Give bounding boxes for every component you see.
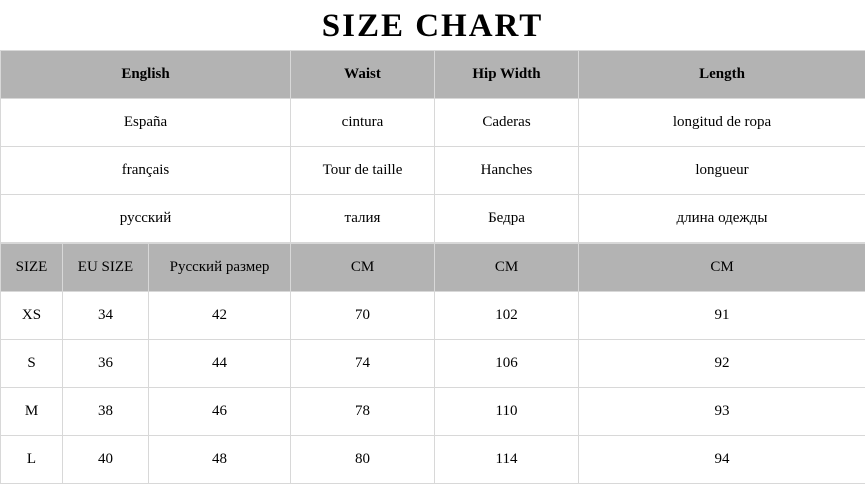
cell-waist: 78 — [291, 388, 435, 436]
column-header-waist-unit: CM — [291, 244, 435, 292]
lang-length-francais: longueur — [579, 147, 865, 195]
cell-eu: 40 — [63, 436, 149, 484]
cell-eu: 34 — [63, 292, 149, 340]
lang-length-espana: longitud de ropa — [579, 99, 865, 147]
lang-hip-francais: Hanches — [435, 147, 579, 195]
cell-eu: 38 — [63, 388, 149, 436]
cell-ru: 44 — [149, 340, 291, 388]
lang-waist-espana: cintura — [291, 99, 435, 147]
column-header-length-unit: CM — [579, 244, 865, 292]
table-header-row — [1, 244, 865, 292]
cell-hip: 102 — [435, 292, 579, 340]
cell-length: 91 — [579, 292, 865, 340]
table-row-russian — [1, 195, 865, 243]
lang-length-russian: длина одежды — [579, 195, 865, 243]
cell-waist: 70 — [291, 292, 435, 340]
cell-size: M — [1, 388, 63, 436]
cell-hip: 110 — [435, 388, 579, 436]
size-chart-table — [0, 50, 865, 243]
cell-hip: 114 — [435, 436, 579, 484]
lang-label-francais: français — [1, 147, 291, 195]
cell-size: S — [1, 340, 63, 388]
page-title: SIZE CHART — [321, 8, 544, 44]
lang-waist-russian: талия — [291, 195, 435, 243]
table-row — [1, 388, 865, 436]
lang-hip-russian: Бедра — [435, 195, 579, 243]
table-row-english — [1, 51, 865, 99]
lang-hip-english: Hip Width — [435, 51, 579, 99]
table-row — [1, 292, 865, 340]
cell-waist: 74 — [291, 340, 435, 388]
cell-ru: 46 — [149, 388, 291, 436]
lang-label-english: English — [1, 51, 291, 99]
cell-eu: 36 — [63, 340, 149, 388]
lang-label-espana: España — [1, 99, 291, 147]
lang-length-english: Length — [579, 51, 865, 99]
cell-hip: 106 — [435, 340, 579, 388]
cell-length: 92 — [579, 340, 865, 388]
column-header-ru-size: Русский размер — [149, 244, 291, 292]
lang-waist-english: Waist — [291, 51, 435, 99]
cell-size: XS — [1, 292, 63, 340]
lang-label-russian: русский — [1, 195, 291, 243]
table-row — [1, 436, 865, 484]
column-header-hip-unit: CM — [435, 244, 579, 292]
column-header-eu-size: EU SIZE — [63, 244, 149, 292]
cell-length: 94 — [579, 436, 865, 484]
lang-waist-francais: Tour de taille — [291, 147, 435, 195]
lang-hip-espana: Caderas — [435, 99, 579, 147]
cell-length: 93 — [579, 388, 865, 436]
measurements-table — [0, 243, 865, 484]
language-rows — [1, 51, 865, 243]
cell-size: L — [1, 436, 63, 484]
cell-ru: 48 — [149, 436, 291, 484]
cell-waist: 80 — [291, 436, 435, 484]
column-header-size: SIZE — [1, 244, 63, 292]
table-row — [1, 340, 865, 388]
cell-ru: 42 — [149, 292, 291, 340]
table-row-francais — [1, 147, 865, 195]
table-row-espana — [1, 99, 865, 147]
